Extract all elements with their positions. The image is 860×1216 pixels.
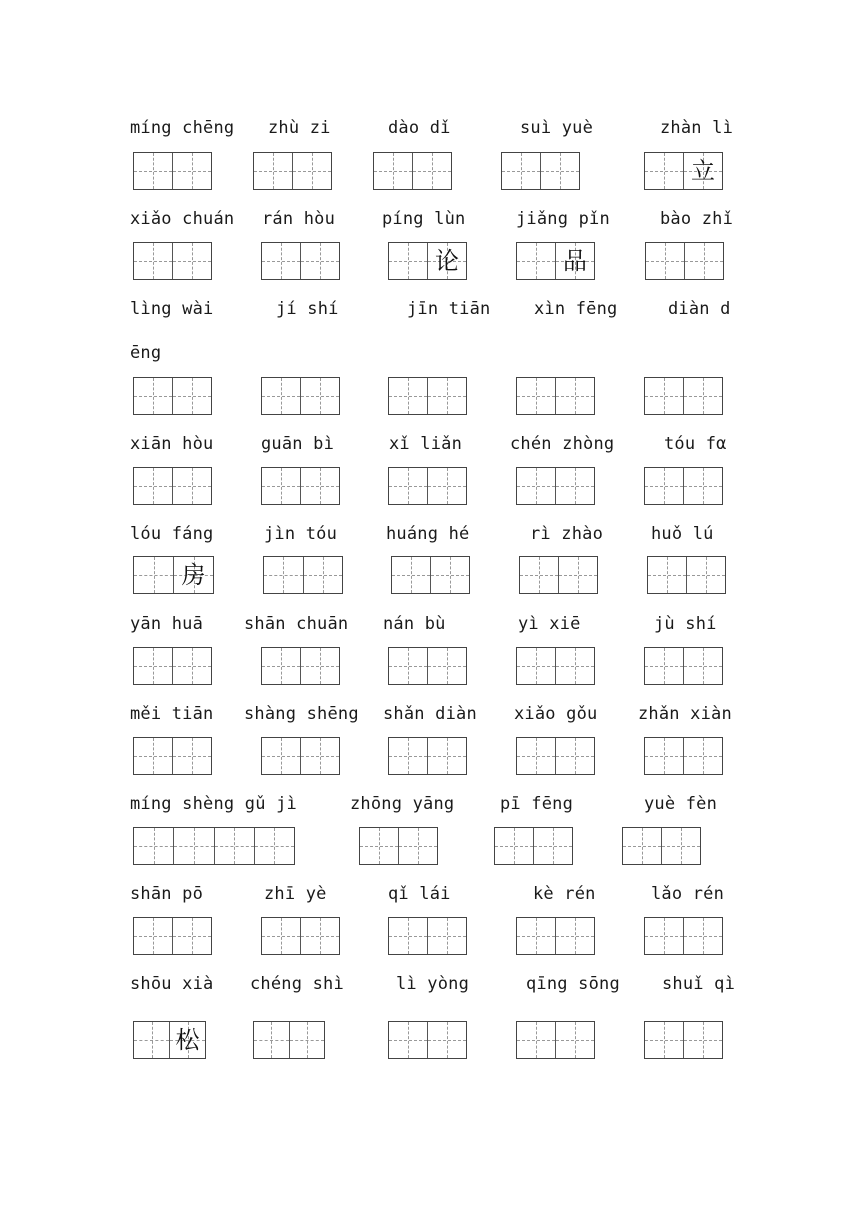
writing-grid[interactable] (516, 242, 595, 280)
grid-cell[interactable] (556, 468, 594, 504)
guide-line-vertical (307, 1022, 308, 1058)
grid-cell[interactable] (173, 648, 211, 684)
guide-line-vertical (664, 918, 665, 954)
grid-cell[interactable] (301, 738, 339, 774)
grid-cell[interactable] (684, 378, 722, 414)
writing-grid[interactable] (261, 242, 340, 280)
grid-cell[interactable] (534, 828, 572, 864)
pinyin-label: míng shèng gǔ jì (130, 794, 297, 814)
writing-grid[interactable] (519, 556, 598, 594)
guide-line-vertical (536, 738, 537, 774)
pinyin-label: xiǎo gǒu (514, 704, 598, 724)
grid-cell[interactable] (645, 1022, 684, 1058)
guide-line-vertical (447, 738, 448, 774)
writing-grid[interactable] (263, 556, 343, 594)
grid-cell[interactable] (262, 918, 301, 954)
writing-grid[interactable] (494, 827, 573, 865)
pinyin-label: lì yòng (396, 974, 470, 994)
writing-grid[interactable] (516, 1021, 595, 1059)
writing-grid[interactable] (133, 647, 212, 685)
writing-grid[interactable] (133, 556, 214, 594)
writing-grid[interactable] (133, 917, 212, 955)
pinyin-label: shǎn diàn (383, 704, 477, 724)
writing-grid[interactable] (622, 827, 701, 865)
guide-line-vertical (553, 828, 554, 864)
grid-cell[interactable] (255, 828, 294, 864)
guide-line-vertical (281, 648, 282, 684)
grid-cell[interactable] (262, 468, 301, 504)
writing-grid[interactable] (388, 647, 467, 685)
grid-cell[interactable] (517, 918, 556, 954)
writing-grid[interactable] (501, 152, 580, 190)
grid-cell[interactable] (646, 243, 685, 279)
guide-line-vertical (703, 738, 704, 774)
pinyin-label: yuè fèn (644, 794, 718, 814)
grid-cell[interactable] (173, 153, 211, 189)
pinyin-label: bào zhǐ (660, 209, 734, 229)
guide-line-vertical (536, 243, 537, 279)
guide-line-vertical (704, 243, 705, 279)
pinyin-label: xìn fēng (534, 299, 618, 319)
pinyin-label: zhōng yāng (350, 794, 455, 814)
guide-line-vertical (432, 153, 433, 189)
guide-line-vertical (703, 648, 704, 684)
writing-grid[interactable] (359, 827, 438, 865)
grid-cell[interactable] (645, 378, 684, 414)
grid-cell[interactable] (685, 243, 723, 279)
guide-line-vertical (575, 1022, 576, 1058)
writing-grid[interactable] (644, 647, 723, 685)
guide-line-vertical (665, 243, 666, 279)
grid-cell[interactable] (134, 828, 174, 864)
grid-cell[interactable] (662, 828, 700, 864)
guide-line-vertical (320, 468, 321, 504)
guide-line-vertical (320, 918, 321, 954)
guide-line-vertical (447, 648, 448, 684)
guide-line-vertical (514, 828, 515, 864)
writing-grid[interactable] (516, 467, 595, 505)
pinyin-label: lìng wài (130, 299, 214, 319)
grid-cell[interactable] (389, 468, 428, 504)
guide-line-vertical (408, 648, 409, 684)
pinyin-label: míng chēng (130, 118, 235, 138)
writing-grid[interactable] (644, 917, 723, 955)
grid-cell[interactable] (134, 378, 173, 414)
guide-line-vertical (393, 153, 394, 189)
pinyin-label: yān huā (130, 614, 204, 634)
grid-cell[interactable] (389, 918, 428, 954)
writing-grid[interactable] (644, 377, 723, 415)
guide-line-vertical (447, 468, 448, 504)
grid-cell[interactable] (684, 648, 722, 684)
pinyin-label: zhàn lì (660, 118, 734, 138)
guide-line-vertical (450, 557, 451, 593)
writing-grid[interactable] (133, 1021, 206, 1059)
writing-grid[interactable] (644, 1021, 723, 1059)
grid-cell[interactable] (428, 738, 466, 774)
grid-cell[interactable] (517, 243, 556, 279)
pinyin-label: lǎo rén (651, 884, 725, 904)
guide-line-vertical (192, 153, 193, 189)
writing-grid[interactable] (261, 377, 340, 415)
grid-cell[interactable] (301, 243, 339, 279)
hanzi-character: 房 (181, 561, 206, 589)
guide-line-vertical (664, 1022, 665, 1058)
guide-line-vertical (664, 648, 665, 684)
grid-cell[interactable] (173, 918, 211, 954)
grid-cell[interactable] (173, 243, 211, 279)
guide-line-vertical (408, 243, 409, 279)
grid-cell[interactable] (215, 828, 255, 864)
grid-cell[interactable] (301, 378, 339, 414)
grid-cell[interactable] (428, 468, 466, 504)
writing-grid[interactable] (391, 556, 470, 594)
grid-cell[interactable] (431, 557, 469, 593)
writing-grid[interactable] (133, 242, 212, 280)
guide-line-vertical (667, 557, 668, 593)
guide-line-vertical (418, 828, 419, 864)
grid-cell[interactable] (684, 153, 722, 189)
grid-cell[interactable] (134, 468, 173, 504)
grid-cell[interactable] (262, 738, 301, 774)
grid-cell[interactable] (392, 557, 431, 593)
writing-grid[interactable] (133, 377, 212, 415)
grid-cell[interactable] (517, 378, 556, 414)
writing-grid[interactable] (516, 377, 595, 415)
guide-line-vertical (664, 738, 665, 774)
writing-grid[interactable] (516, 647, 595, 685)
pinyin-label: shuǐ qì (662, 974, 736, 994)
hanzi-character: 立 (691, 157, 715, 185)
writing-grid[interactable] (133, 467, 212, 505)
grid-cell[interactable] (517, 468, 556, 504)
grid-cell[interactable] (134, 1022, 170, 1058)
grid-cell[interactable] (264, 557, 304, 593)
grid-cell[interactable] (541, 153, 579, 189)
guide-line-vertical (274, 828, 275, 864)
pinyin-label: zhǎn xiàn (638, 704, 732, 724)
guide-line-vertical (281, 243, 282, 279)
grid-cell[interactable] (301, 468, 339, 504)
guide-line-vertical (536, 918, 537, 954)
pinyin-label: zhī yè (264, 884, 327, 904)
grid-cell[interactable] (293, 153, 331, 189)
guide-line-vertical (153, 738, 154, 774)
guide-line-vertical (153, 243, 154, 279)
guide-line-vertical (153, 648, 154, 684)
guide-line-vertical (703, 1022, 704, 1058)
guide-line-vertical (447, 1022, 448, 1058)
pinyin-label: chén zhòng (510, 434, 615, 454)
hanzi-character: 品 (563, 247, 587, 275)
grid-cell[interactable] (173, 378, 211, 414)
grid-cell[interactable] (389, 1022, 428, 1058)
grid-cell[interactable] (304, 557, 343, 593)
pinyin-label: nán bù (383, 614, 446, 634)
grid-cell[interactable] (134, 918, 173, 954)
writing-grid[interactable] (261, 917, 340, 955)
writing-grid[interactable] (133, 737, 212, 775)
guide-line-vertical (575, 648, 576, 684)
grid-cell[interactable] (684, 1022, 722, 1058)
guide-line-vertical (192, 243, 193, 279)
grid-cell[interactable] (556, 243, 594, 279)
writing-grid[interactable] (133, 827, 295, 865)
grid-cell[interactable] (173, 738, 211, 774)
guide-line-vertical (194, 828, 195, 864)
guide-line-vertical (323, 557, 324, 593)
guide-line-vertical (536, 1022, 537, 1058)
guide-line-vertical (411, 557, 412, 593)
guide-line-vertical (664, 378, 665, 414)
guide-line-vertical (642, 828, 643, 864)
writing-grid[interactable] (644, 737, 723, 775)
guide-line-vertical (154, 828, 155, 864)
pinyin-label: jīn tiān (407, 299, 491, 319)
pinyin-label: shān pō (130, 884, 204, 904)
grid-cell[interactable] (389, 648, 428, 684)
writing-grid[interactable] (644, 152, 723, 190)
guide-line-vertical (560, 153, 561, 189)
guide-line-vertical (192, 468, 193, 504)
guide-line-vertical (536, 378, 537, 414)
pinyin-label: huǒ lú (651, 524, 714, 544)
grid-cell[interactable] (174, 828, 214, 864)
guide-line-vertical (312, 153, 313, 189)
hanzi-character: 论 (435, 247, 459, 275)
writing-grid[interactable] (516, 917, 595, 955)
grid-cell[interactable] (517, 648, 556, 684)
guide-line-vertical (539, 557, 540, 593)
guide-line-vertical (320, 378, 321, 414)
grid-cell[interactable] (360, 828, 399, 864)
guide-line-vertical (192, 918, 193, 954)
grid-cell[interactable] (399, 828, 437, 864)
guide-line-vertical (192, 738, 193, 774)
pinyin-label: dào dǐ (388, 118, 451, 138)
pinyin-label: lóu fáng (130, 524, 214, 544)
pinyin-label: jí shí (276, 299, 339, 319)
grid-cell[interactable] (517, 738, 556, 774)
guide-line-vertical (281, 738, 282, 774)
writing-grid[interactable] (645, 242, 724, 280)
guide-line-vertical (578, 557, 579, 593)
grid-cell[interactable] (389, 738, 428, 774)
guide-line-vertical (447, 378, 448, 414)
guide-line-vertical (664, 153, 665, 189)
grid-cell[interactable] (684, 738, 722, 774)
writing-grid[interactable] (261, 737, 340, 775)
pinyin-label: qǐ lái (388, 884, 451, 904)
guide-line-vertical (234, 828, 235, 864)
guide-line-vertical (153, 918, 154, 954)
writing-grid[interactable] (644, 467, 723, 505)
grid-cell[interactable] (495, 828, 534, 864)
grid-cell[interactable] (254, 153, 293, 189)
grid-cell[interactable] (170, 1022, 205, 1058)
pinyin-label: xiǎo chuán (130, 209, 235, 229)
grid-cell[interactable] (517, 1022, 556, 1058)
grid-cell[interactable] (262, 243, 301, 279)
guide-line-vertical (536, 468, 537, 504)
writing-grid[interactable] (388, 737, 467, 775)
grid-cell[interactable] (134, 648, 173, 684)
pinyin-label: kè rén (533, 884, 596, 904)
guide-line-vertical (408, 918, 409, 954)
grid-cell[interactable] (502, 153, 541, 189)
writing-grid[interactable] (516, 737, 595, 775)
grid-cell[interactable] (301, 918, 339, 954)
grid-cell[interactable] (645, 738, 684, 774)
grid-cell[interactable] (687, 557, 725, 593)
pinyin-label: jiǎng pǐn (516, 209, 610, 229)
writing-grid[interactable] (647, 556, 726, 594)
grid-cell[interactable] (684, 918, 722, 954)
guide-line-vertical (192, 378, 193, 414)
guide-line-vertical (703, 918, 704, 954)
pinyin-label: tóu fα (664, 434, 727, 454)
guide-line-vertical (408, 468, 409, 504)
guide-line-vertical (320, 243, 321, 279)
guide-line-vertical (575, 468, 576, 504)
pinyin-label: píng lùn (382, 209, 466, 229)
grid-cell[interactable] (556, 648, 594, 684)
grid-cell[interactable] (556, 918, 594, 954)
grid-cell[interactable] (134, 557, 174, 593)
grid-cell[interactable] (173, 468, 211, 504)
writing-grid[interactable] (253, 152, 332, 190)
guide-line-vertical (408, 738, 409, 774)
guide-line-vertical (271, 1022, 272, 1058)
hanzi-character: 松 (175, 1026, 200, 1054)
guide-line-vertical (408, 1022, 409, 1058)
guide-line-vertical (521, 153, 522, 189)
writing-grid[interactable] (388, 467, 467, 505)
guide-line-vertical (706, 557, 707, 593)
guide-line-vertical (575, 378, 576, 414)
pinyin-label: jìn tóu (264, 524, 338, 544)
guide-line-vertical (281, 378, 282, 414)
grid-cell[interactable] (428, 918, 466, 954)
guide-line-vertical (681, 828, 682, 864)
grid-cell[interactable] (174, 557, 213, 593)
writing-grid[interactable] (253, 1021, 325, 1059)
pinyin-label: xiān hòu (130, 434, 214, 454)
grid-cell[interactable] (645, 918, 684, 954)
guide-line-vertical (447, 918, 448, 954)
guide-line-vertical (379, 828, 380, 864)
grid-cell[interactable] (374, 153, 413, 189)
grid-cell[interactable] (262, 378, 301, 414)
writing-grid[interactable] (388, 1021, 467, 1059)
guide-line-vertical (575, 918, 576, 954)
pinyin-label: qīng sōng (526, 974, 620, 994)
grid-cell[interactable] (134, 243, 173, 279)
grid-cell[interactable] (556, 738, 594, 774)
guide-line-vertical (281, 918, 282, 954)
grid-cell[interactable] (254, 1022, 290, 1058)
guide-line-vertical (154, 557, 155, 593)
pinyin-label: zhù zi (268, 118, 331, 138)
pinyin-label: diàn d (668, 299, 731, 319)
grid-cell[interactable] (262, 648, 301, 684)
guide-line-vertical (408, 378, 409, 414)
guide-line-vertical (152, 1022, 153, 1058)
writing-grid[interactable] (133, 152, 212, 190)
grid-cell[interactable] (648, 557, 687, 593)
pinyin-label: suì yuè (520, 118, 594, 138)
grid-cell[interactable] (645, 153, 684, 189)
grid-cell[interactable] (389, 378, 428, 414)
pinyin-label: pī fēng (500, 794, 574, 814)
grid-cell[interactable] (520, 557, 559, 593)
grid-cell[interactable] (559, 557, 597, 593)
grid-cell[interactable] (389, 243, 428, 279)
grid-cell[interactable] (134, 738, 173, 774)
guide-line-vertical (536, 648, 537, 684)
pinyin-label: huáng hé (386, 524, 470, 544)
grid-cell[interactable] (623, 828, 662, 864)
pinyin-label: shōu xià (130, 974, 214, 994)
grid-cell[interactable] (301, 648, 339, 684)
pinyin-label: rì zhào (530, 524, 604, 544)
grid-cell[interactable] (134, 153, 173, 189)
guide-line-vertical (320, 648, 321, 684)
grid-cell[interactable] (428, 648, 466, 684)
pinyin-label: shān chuān (244, 614, 349, 634)
guide-line-vertical (192, 648, 193, 684)
pinyin-label: měi tiān (130, 704, 214, 724)
writing-grid[interactable] (388, 242, 467, 280)
writing-grid[interactable] (261, 467, 340, 505)
grid-cell[interactable] (556, 1022, 594, 1058)
grid-cell[interactable] (556, 378, 594, 414)
grid-cell[interactable] (428, 1022, 466, 1058)
pinyin-label: guān bì (261, 434, 335, 454)
grid-cell[interactable] (290, 1022, 325, 1058)
grid-cell[interactable] (428, 243, 466, 279)
guide-line-vertical (703, 378, 704, 414)
pinyin-label: jù shí (654, 614, 717, 634)
pinyin-label: yì xiē (518, 614, 581, 634)
writing-grid[interactable] (388, 917, 467, 955)
guide-line-vertical (281, 468, 282, 504)
pinyin-label: rán hòu (262, 209, 336, 229)
grid-cell[interactable] (645, 648, 684, 684)
grid-cell[interactable] (428, 378, 466, 414)
pinyin-label: xǐ liǎn (389, 434, 463, 454)
guide-line-vertical (703, 468, 704, 504)
guide-line-vertical (283, 557, 284, 593)
grid-cell[interactable] (645, 468, 684, 504)
guide-line-vertical (664, 468, 665, 504)
guide-line-vertical (273, 153, 274, 189)
writing-grid[interactable] (388, 377, 467, 415)
pinyin-label-wrap: ēng (130, 343, 162, 363)
grid-cell[interactable] (684, 468, 722, 504)
guide-line-vertical (320, 738, 321, 774)
guide-line-vertical (153, 468, 154, 504)
writing-grid[interactable] (373, 152, 452, 190)
pinyin-label: shàng shēng (244, 704, 359, 724)
grid-cell[interactable] (413, 153, 451, 189)
guide-line-vertical (153, 153, 154, 189)
guide-line-vertical (153, 378, 154, 414)
writing-grid[interactable] (261, 647, 340, 685)
guide-line-vertical (575, 738, 576, 774)
pinyin-label: chéng shì (250, 974, 344, 994)
